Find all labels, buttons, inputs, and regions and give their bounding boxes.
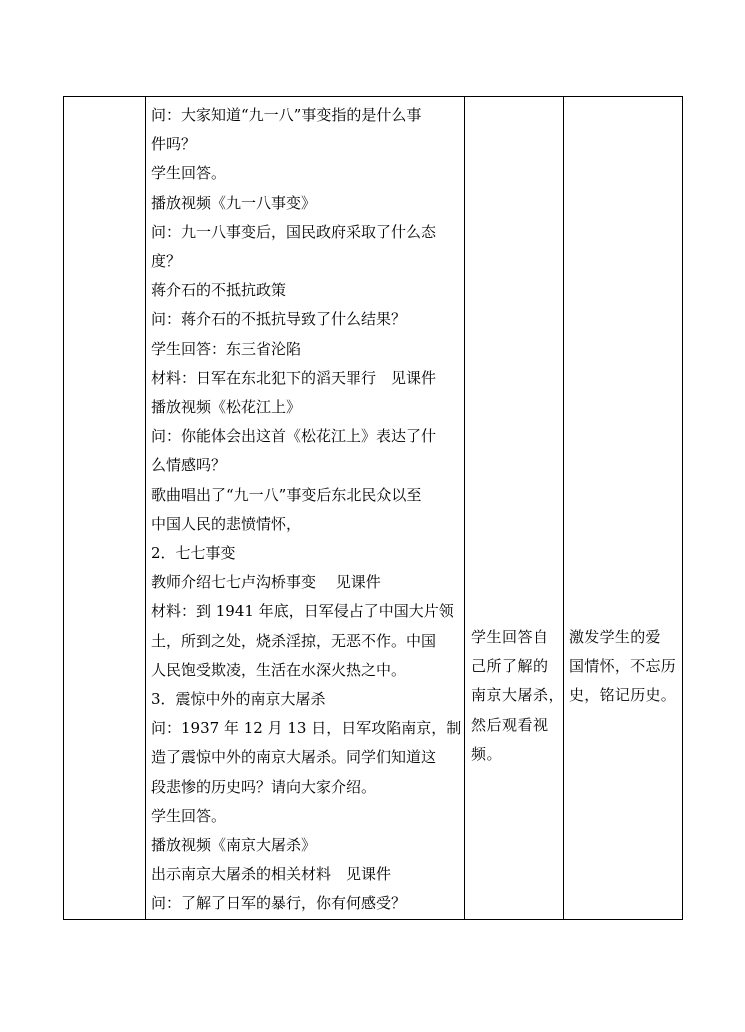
process-line: 3．震惊中外的南京大屠杀 bbox=[151, 690, 326, 709]
student-activity-text bbox=[465, 97, 563, 769]
student-activity-line: 然后观看视 bbox=[471, 715, 549, 734]
lesson-plan-table bbox=[63, 96, 683, 920]
process-line: 播放视频《松花江上》 bbox=[151, 398, 302, 417]
section-cell bbox=[64, 97, 146, 920]
process-line: 段悲惨的历史吗？请向大家介绍。 bbox=[151, 777, 377, 796]
process-line: 件吗？ bbox=[151, 135, 197, 154]
process-line: 问：1937 年 12 月 13 日，日军攻陷南京，制 bbox=[151, 719, 462, 738]
process-line: 度？ bbox=[151, 252, 182, 271]
process-line: 播放视频《南京大屠杀》 bbox=[151, 836, 317, 855]
teaching-process-text bbox=[146, 97, 464, 919]
process-line: 问：蒋介石的不抵抗导致了什么结果？ bbox=[151, 310, 407, 329]
process-line: 2．七七事变 bbox=[151, 544, 236, 563]
process-line: 教师介绍七七卢沟桥事变 见课件 bbox=[151, 573, 381, 592]
process-line: 问：了解了日军的暴行，你有何感受？ bbox=[151, 894, 407, 913]
process-line: 土，所到之处，烧杀淫掠，无恶不作。中国 bbox=[151, 631, 437, 650]
student-activity-line: 南京大屠杀， bbox=[471, 686, 565, 705]
process-line: 出示南京大屠杀的相关材料 见课件 bbox=[151, 865, 392, 884]
student-activity-line: 己所了解的 bbox=[471, 657, 549, 676]
table-row bbox=[64, 97, 683, 920]
process-line: 学生回答。 bbox=[151, 806, 227, 825]
process-line: 中国人民的悲愤情怀， bbox=[151, 514, 302, 533]
process-line: 学生回答。 bbox=[151, 164, 227, 183]
process-line: 播放视频《九一八事变》 bbox=[151, 193, 317, 212]
process-line: 材料：到 1941 年底，日军侵占了中国大片领 bbox=[151, 602, 454, 621]
process-line: 问：你能体会出这首《松花江上》表达了什 bbox=[151, 427, 437, 446]
design-intent-line: 国情怀，不忘历 bbox=[569, 657, 677, 676]
student-activity-line: 学生回答自 bbox=[471, 628, 549, 646]
design-intent-line: 史，铭记历史。 bbox=[569, 686, 677, 705]
student-activity-line: 频。 bbox=[471, 744, 503, 763]
process-line: 材料：日军在东北犯下的滔天罪行 见课件 bbox=[151, 368, 437, 387]
process-line: 问：大家知道“九一八”事变指的是什么事 bbox=[151, 106, 422, 124]
process-line: 问：九一八事变后，国民政府采取了什么态 bbox=[151, 222, 437, 241]
design-intent-text bbox=[564, 97, 682, 711]
design-intent-cell bbox=[564, 97, 683, 920]
process-line: 造了震惊中外的南京大屠杀。同学们知道这 bbox=[151, 748, 437, 767]
design-intent-line: 激发学生的爱 bbox=[569, 628, 661, 646]
process-line: 人民饱受欺凌，生活在水深火热之中。 bbox=[151, 660, 407, 679]
process-line: 歌曲唱出了“九一八”事变后东北民众以至 bbox=[151, 485, 422, 504]
process-line: 学生回答：东三省沦陷 bbox=[151, 339, 302, 358]
teaching-process-cell bbox=[146, 97, 465, 920]
process-line: 蒋介石的不抵抗政策 bbox=[151, 281, 287, 300]
student-activity-cell bbox=[465, 97, 564, 920]
process-line: 么情感吗？ bbox=[151, 456, 227, 475]
